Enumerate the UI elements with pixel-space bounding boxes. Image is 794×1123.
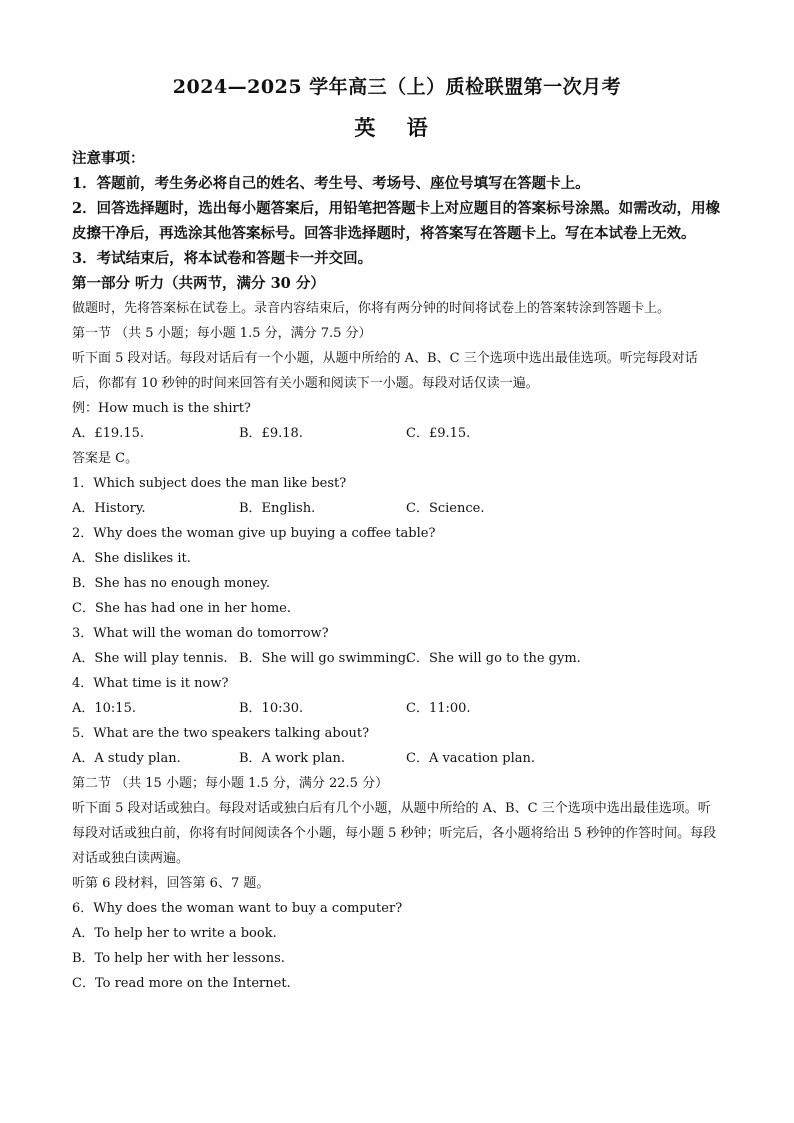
question-4-options	[72, 696, 722, 721]
option-a: A．To help her to write a book.	[72, 926, 277, 941]
option-b: B．10:30.	[239, 701, 304, 716]
option-b: B．English.	[239, 501, 316, 516]
option-a: A．She will play tennis.	[72, 651, 228, 666]
option-a: A．£19.15.	[72, 426, 145, 441]
notice-item-2: 2．回答选择题时，选出每小题答案后，用铅笔把答题卡上对应题目的答案标号涂黑。如需改动，用橡皮擦干净后，再选涂其他答案标号。回答非选择题时，将答案写在答题卡上。写在本试卷上无效。	[72, 200, 721, 242]
option-c: C．11:00.	[406, 701, 471, 716]
question-3-options	[72, 646, 722, 671]
option-c: C．To read more on the Internet.	[72, 976, 291, 991]
question-2: 2．Why does the woman give up buying a coffee table?	[72, 526, 436, 541]
question-3: 3．What will the woman do tomorrow?	[72, 626, 329, 641]
part1-intro: 做题时，先将答案标在试卷上。录音内容结束后，你将有两分钟的时间将试卷上的答案转涂到答题卡上。	[72, 301, 671, 316]
subject-title: 英 语	[354, 115, 440, 140]
option-b: B．She will go swimming.	[239, 651, 411, 666]
exam-title: 2024—2025 学年高三（上）质检联盟第一次月考	[172, 76, 622, 98]
exam-content	[72, 146, 722, 996]
question-1-options	[72, 496, 722, 521]
option-c: C．She will go to the gym.	[406, 651, 581, 666]
notice-heading: 注意事项：	[72, 150, 145, 167]
notice-item-3: 3．考试结束后，将本试卷和答题卡一并交回。	[72, 250, 373, 267]
option-b: B．A work plan.	[239, 751, 345, 766]
option-c: C．She has had one in her home.	[72, 601, 292, 616]
material-6-note: 听第 6 段材料，回答第 6、7 题。	[72, 876, 270, 891]
question-6: 6．Why does the woman want to buy a computer?	[72, 901, 403, 916]
option-c: C．A vacation plan.	[406, 751, 536, 766]
option-b: B．To help her with her lessons.	[72, 951, 285, 966]
section2-instructions: 听下面 5 段对话或独白。每段对话或独白后有几个小题，从题中所给的 A、B、C 三个选项中选出最佳选项。听每段对话或独白前，你将有时间阅读各个小题，每小题 5 秒钟；听完后，各小题将给出 5 秒钟的作答时间。每段对话或独白读两遍。	[72, 801, 717, 866]
option-b: B．She has no enough money.	[72, 576, 270, 591]
question-1: 1．Which subject does the man like best?	[72, 476, 347, 491]
example-answer: 答案是 C。	[72, 451, 139, 466]
section2-heading: 第二节 （共 15 小题；每小题 1.5 分，满分 22.5 分）	[72, 776, 389, 791]
option-a: A．A study plan.	[72, 751, 181, 766]
question-5-options	[72, 746, 722, 771]
notice-item-1: 1．答题前，考生务必将自己的姓名、考生号、考场号、座位号填写在答题卡上。	[72, 175, 590, 192]
option-a: A．10:15.	[72, 701, 136, 716]
option-b: B．£9.18.	[239, 426, 303, 441]
question-5: 5．What are the two speakers talking about?	[72, 726, 370, 741]
example-question: 例：How much is the shirt?	[72, 401, 251, 416]
question-4: 4．What time is it now?	[72, 676, 229, 691]
section1-instructions: 听下面 5 段对话。每段对话后有一个小题，从题中所给的 A、B、C 三个选项中选出最佳选项。听完每段对话后，你都有 10 秒钟的时间来回答有关小题和阅读下一小题。每段对话仅读一遍。	[72, 351, 698, 391]
option-a: A．History.	[72, 501, 146, 516]
part1-heading: 第一部分 听力（共两节，满分 30 分）	[72, 275, 325, 292]
option-a: A．She dislikes it.	[72, 551, 191, 566]
option-c: C．Science.	[406, 501, 485, 516]
section1-heading: 第一节 （共 5 小题；每小题 1.5 分，满分 7.5 分）	[72, 326, 372, 341]
option-c: C．£9.15.	[406, 426, 471, 441]
example-options	[72, 421, 722, 446]
